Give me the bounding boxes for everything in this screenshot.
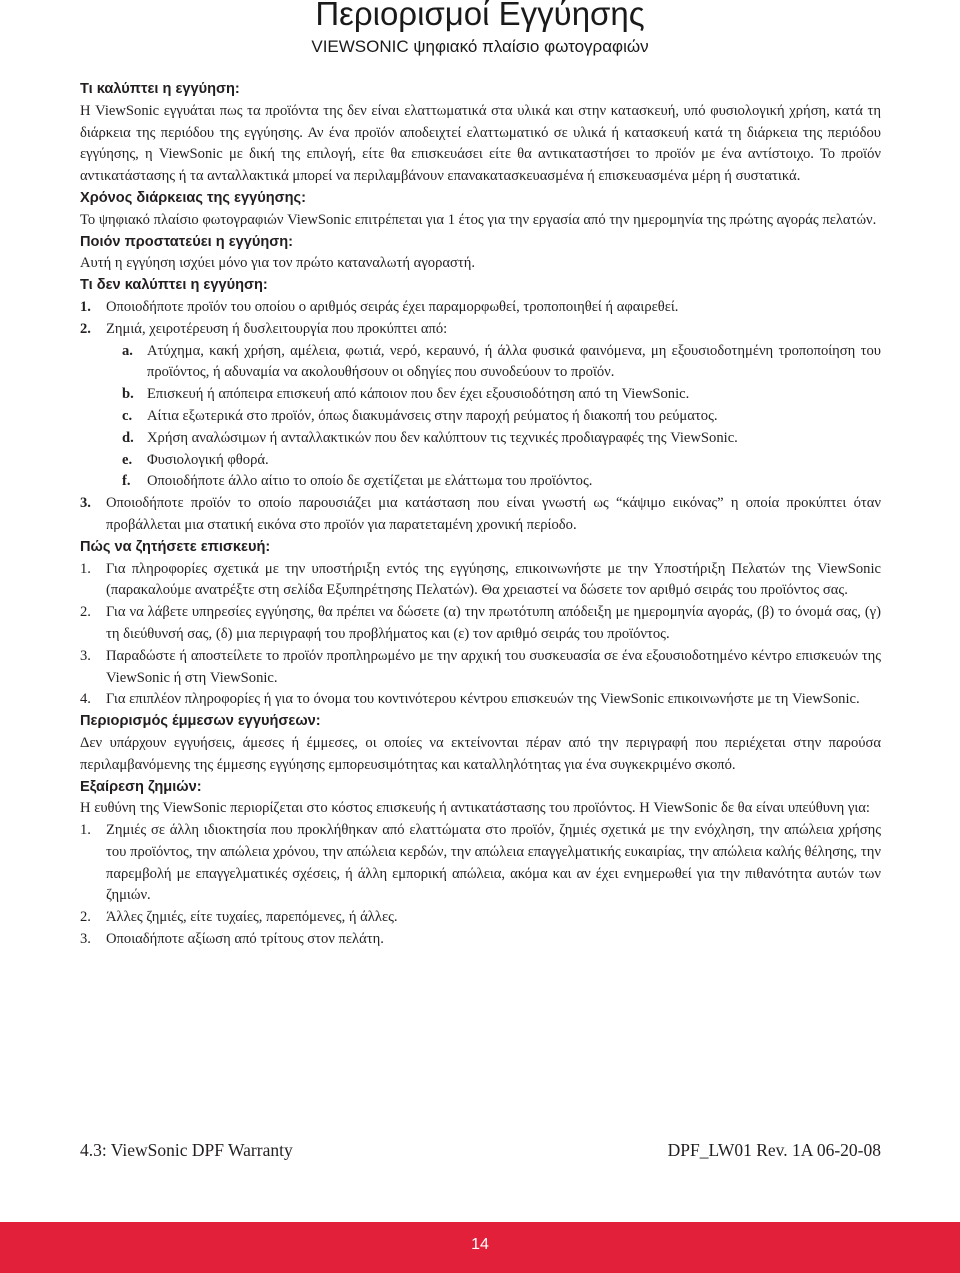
list-item xyxy=(80,319,881,341)
list-text: Οποιαδήποτε αξίωση από τρίτους στον πελάτη. xyxy=(106,931,384,948)
sub-list-letter: b. xyxy=(122,386,134,403)
protected-text: Αυτή η εγγύηση ισχύει μόνο για τον πρώτο καταναλωτή αγοραστή. xyxy=(80,255,476,272)
sub-list xyxy=(80,341,881,494)
sub-list-text: Φυσιολογική φθορά. xyxy=(147,451,269,468)
sub-list-letter: d. xyxy=(122,429,134,446)
implied-text: Δεν υπάρχουν εγγυήσεις, άμεσες ή έμμεσες, οι οποίες να εκτείνονται πέραν από την περιγραφή που περιέχεται στην παρούσα περιλαμβανόμενης της έμμεσης εγγύησης εμπορευσιμότητας και καταλληλότητας για ένα συγκεκριμένο σκοπό. xyxy=(80,734,881,773)
sub-list-item xyxy=(122,450,881,472)
sub-list-letter: f. xyxy=(122,473,131,490)
sub-list-text: Οποιοδήποτε άλλο αίτιο το οποίο δε σχετίζεται με ελάττωμα του προϊόντος. xyxy=(147,473,593,490)
list-number: 3. xyxy=(80,931,91,948)
footer-revision: DPF_LW01 Rev. 1A 06-20-08 xyxy=(667,1140,881,1160)
list-number: 1. xyxy=(80,822,91,839)
list-text: Οποιοδήποτε προϊόν το οποίο παρουσιάζει μια κατάσταση που είναι γνωστή ως “κάψιμο εικόνας” η οποία προκύπτει όταν προβάλλεται μια στατική εικόνα στο προϊόν για παρατεταμένη χρονική περίοδο. xyxy=(106,495,881,533)
list-item xyxy=(80,929,881,951)
sub-list-text: Αίτια εξωτερικά στο προϊόν, όπως διακυμάνσεις στην παροχή ρεύματος ή διακοπή του ρεύματος. xyxy=(147,407,718,424)
sub-list-item xyxy=(122,384,881,406)
sub-list-item xyxy=(122,341,881,385)
sub-list-letter: c. xyxy=(122,407,133,424)
page-number-bar xyxy=(0,1222,960,1273)
page-number: 14 xyxy=(471,1236,489,1253)
sub-list-text: Χρήση αναλώσιμων ή ανταλλακτικών που δεν καλύπτουν τις τεχνικές προδιαγραφές της ViewSonic. xyxy=(147,429,738,446)
list-item xyxy=(80,493,881,537)
coverage-heading: Τι καλύπτει η εγγύηση: xyxy=(80,81,240,97)
page-subtitle: VIEWSONIC ψηφιακό πλαίσιο φωτογραφιών xyxy=(311,37,649,56)
duration-heading: Χρόνος διάρκειας της εγγύησης: xyxy=(80,189,306,206)
implied-heading: Περιορισμός έμμεσων εγγυήσεων: xyxy=(80,713,321,730)
list-number: 2. xyxy=(80,604,91,621)
list-number: 3. xyxy=(80,495,91,512)
list-item xyxy=(80,689,881,711)
exclusion-text: Η ευθύνη της ViewSonic περιορίζεται στο κόστος επισκευής ή αντικατάστασης του προϊόντος. Η ViewSonic δε θα είναι υπεύθυνη για: xyxy=(80,800,870,817)
list-text: Παραδώστε ή αποστείλετε το προϊόν προπληρωμένο με την αρχική του συσκευασία σε ένα εξουσιοδοτημένο κέντρο επισκευών της ViewSonic ή στη ViewSonic. xyxy=(106,647,881,686)
coverage-text: Η ViewSonic εγγυάται πως τα προϊόντα της δεν είναι ελαττωματικά στα υλικά και στην κατασκευή, υπό φυσιολογική χρήση, κατά τη διάρκεια της περιόδου της εγγύησης. Αν ένα προϊόν αποδειχτεί ελαττωματικό σε υλικά ή κατασκευή κατά τη διάρκεια της περιόδου εγγύησης, η ViewSonic με δική της επιλογή, είτε θα επισκευάσει είτε θα αντικαταστήσει το προϊόν με ένα αντίστοιχο. Το προϊόν αντικατάστασης ή τα ανταλλακτικά μπορεί να περιλαμβάνουν επανακατασκευασμένα ή επισκευασμένα μέρη ή συστατικά. xyxy=(80,102,881,185)
list-item xyxy=(80,820,881,907)
sub-list-item xyxy=(122,428,881,450)
list-text: Για πληροφορίες σχετικά με την υποστήριξη εντός της εγγύησης, επικοινωνήστε με την Υποστήριξη Πελατών της ViewSonic (παρακαλούμε ανατρέξτε στη σελίδα Εξυπηρέτησης Πελατών). Θα χρειαστεί να δώσετε τον αριθμό σειράς του προϊόντος σας. xyxy=(106,560,881,599)
list-text: Για επιπλέον πληροφορίες ή για το όνομα του κοντινότερου κέντρου επισκευών της ViewSonic επικοινωνήστε με τη ViewSonic. xyxy=(106,691,860,708)
sub-list-item xyxy=(122,471,881,493)
page-title: Περιορισμοί Εγγύησης xyxy=(315,0,645,32)
list-number: 1. xyxy=(80,560,91,577)
list-text: Άλλες ζημιές, είτε τυχαίες, παρεπόμενες, ή άλλες. xyxy=(106,909,398,926)
footer-doc-title: 4.3: ViewSonic DPF Warranty xyxy=(80,1140,293,1160)
duration-text: Το ψηφιακό πλαίσιο φωτογραφιών ViewSonic επιτρέπεται για 1 έτος για την εργασία από την ημερομηνία της πρώτης αγοράς πελατών. xyxy=(80,211,877,228)
service-heading: Πώς να ζητήσετε επισκευή: xyxy=(80,538,271,555)
sub-list-text: Ατύχημα, κακή χρήση, αμέλεια, φωτιά, νερό, κεραυνό, ή άλλα φυσικά φαινόμενα, μη εξουσιοδοτημένη τροποποίηση του προϊόντος, ή αδυναμία να ακολουθήσουν οι οδηγίες που συνοδεύουν το προϊόν. xyxy=(147,342,881,381)
sub-list-letter: e. xyxy=(122,451,133,468)
list-number: 4. xyxy=(80,691,91,708)
sub-list-text: Επισκευή ή απόπειρα επισκευή από κάποιον που δεν έχει εξουσιοδότηση από τη ViewSonic. xyxy=(147,386,690,403)
protected-heading: Ποιόν προστατεύει η εγγύηση: xyxy=(80,233,294,250)
list-item xyxy=(80,297,881,319)
list-text: Οποιοδήποτε προϊόν του οποίου ο αριθμός σειράς έχει παραμορφωθεί, τροποποιηθεί ή αφαιρεθεί. xyxy=(106,298,679,315)
list-text: Για να λάβετε υπηρεσίες εγγύησης, θα πρέπει να δώσετε (α) την πρωτότυπη απόδειξη με ημερομηνία αγοράς, (β) το όνομά σας, (γ) τη διεύθυνσή σας, (δ) μια περιγραφή του προβλήματος και (ε) τον αριθμό σειράς του προϊόντος. xyxy=(106,604,881,642)
sub-list-item xyxy=(122,406,881,428)
list-number: 2. xyxy=(80,909,91,926)
sub-list-letter: a. xyxy=(122,342,133,359)
list-item xyxy=(80,602,881,646)
list-text: Ζημιές σε άλλη ιδιοκτησία που προκλήθηκαν από ελαττώματα στο προϊόν, ζημιές σχετικά με την ενόχληση, την απώλεια χρήσης του προϊόντος, την απώλεια χρόνου, την απώλεια κερδών, την απώλεια επαγγελματικής ευκαιρίας, την απώλεια καλής θέλησης, την παρεμβολή με επαγγελματικές σχέσεις, ή άλλη εμπορική απώλεια, ακόμα και αν έχει ενημερωθεί για την πιθανότητα αυτών των ζημιών. xyxy=(106,822,881,904)
list-text: Ζημιά, χειροτέρευση ή δυσλειτουργία που προκύπτει από: xyxy=(106,320,448,337)
list-item xyxy=(80,559,881,603)
list-item xyxy=(80,646,881,690)
list-number: 2. xyxy=(80,320,91,337)
list-item xyxy=(80,907,881,929)
exclusion-heading: Εξαίρεση ζημιών: xyxy=(80,778,202,795)
list-number: 3. xyxy=(80,647,91,664)
document-body xyxy=(80,79,881,951)
not-covered-heading: Τι δεν καλύπτει η εγγύηση: xyxy=(80,277,268,294)
list-number: 1. xyxy=(80,298,91,315)
